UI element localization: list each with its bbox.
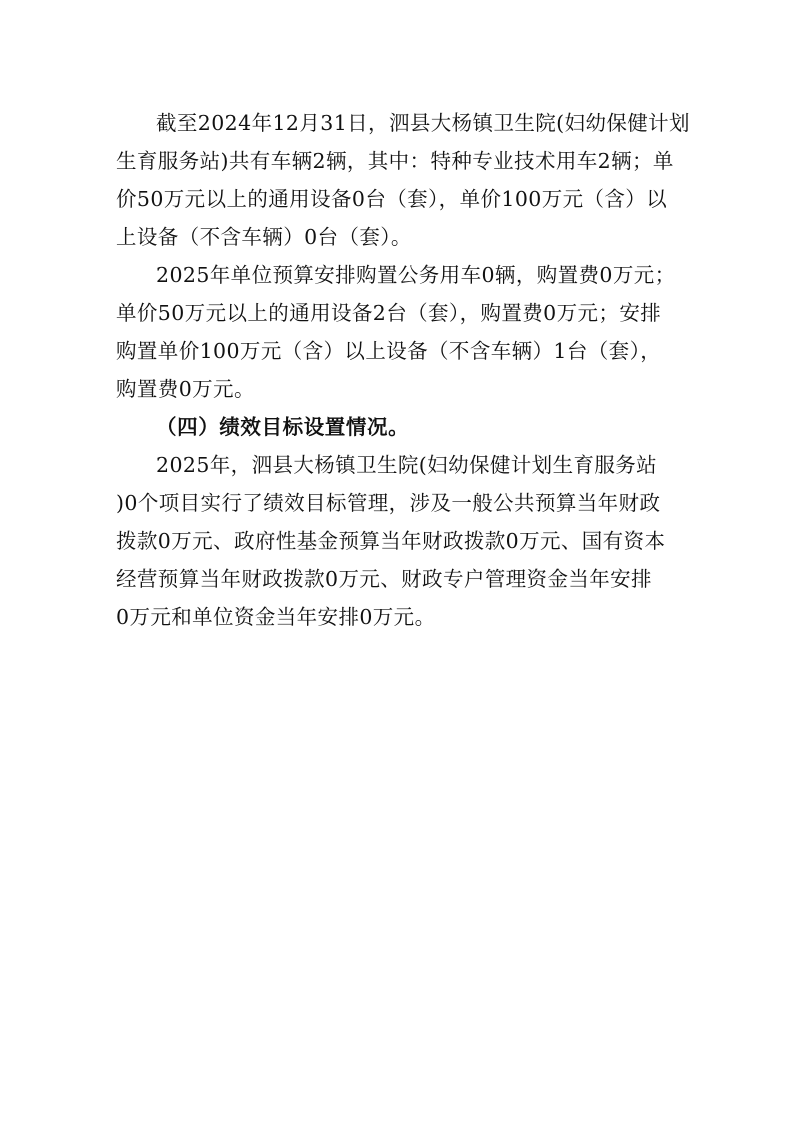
paragraph-2-line-4: 购置费0万元。 bbox=[116, 377, 255, 401]
paragraph-3-line-2: )0个项目实行了绩效目标管理，涉及一般公共预算当年财政 bbox=[116, 491, 661, 515]
paragraph-3-line-5: 0万元和单位资金当年安排0万元。 bbox=[116, 605, 436, 629]
paragraph-2-line-3: 购置单价100万元（含）以上设备（不含车辆）1台（套）， bbox=[116, 339, 662, 363]
paragraph-3-line-3: 拨款0万元、政府性基金预算当年财政拨款0万元、国有资本 bbox=[116, 529, 666, 553]
section-heading: （四）绩效目标设置情况。 bbox=[156, 415, 410, 439]
paragraph-3-line-4: 经营预算当年财政拨款0万元、财政专户管理资金当年安排 bbox=[116, 567, 652, 591]
paragraph-2-line-1: 2025年单位预算安排购置公务用车0辆，购置费0万元； bbox=[156, 263, 676, 287]
paragraph-2-line-2: 单价50万元以上的通用设备2台（套），购置费0万元；安排 bbox=[116, 301, 662, 325]
paragraph-1-line-2: 生育服务站)共有车辆2辆，其中：特种专业技术用车2辆；单 bbox=[116, 149, 674, 173]
paragraph-1-line-3: 价50万元以上的通用设备0台（套），单价100万元（含）以 bbox=[116, 187, 668, 211]
paragraph-3-line-1: 2025年，泗县大杨镇卫生院(妇幼保健计划生育服务站 bbox=[156, 453, 658, 477]
paragraph-1-line-1: 截至2024年12月31日，泗县大杨镇卫生院(妇幼保健计划 bbox=[156, 111, 690, 135]
paragraph-1-line-4: 上设备（不含车辆）0台（套）。 bbox=[116, 225, 412, 249]
